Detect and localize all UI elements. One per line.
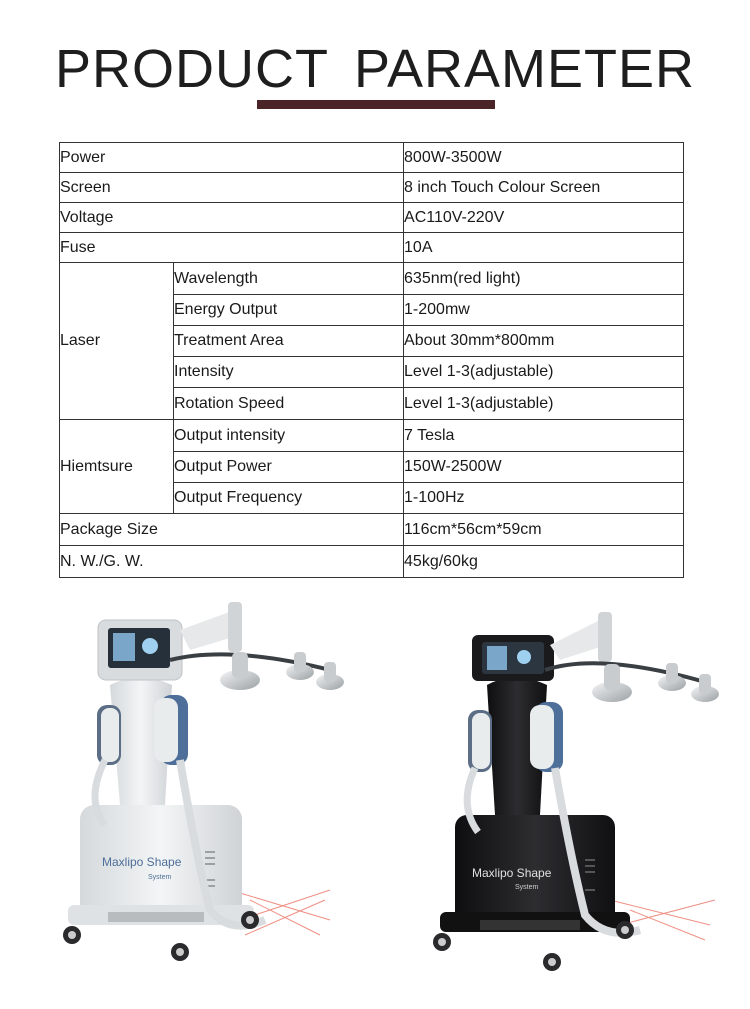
param-label: Output intensity: [174, 420, 404, 452]
param-value: 7 Tesla: [404, 420, 684, 452]
table-row: [60, 514, 684, 546]
param-value: Level 1-3(adjustable): [404, 388, 684, 420]
param-label: Treatment Area: [174, 326, 404, 357]
param-value: 10A: [404, 233, 684, 263]
param-value: 8 inch Touch Colour Screen: [404, 173, 684, 203]
param-value: 800W-3500W: [404, 143, 684, 173]
white-machine: [63, 602, 344, 961]
param-value: 1-200mw: [404, 295, 684, 326]
param-label: Power: [60, 143, 404, 173]
brand-logo-black: Maxlipo Shape: [472, 866, 552, 880]
param-value: 635nm(red light): [404, 263, 684, 295]
param-label: N. W./G. W.: [60, 546, 404, 578]
table-row: [60, 263, 684, 295]
brand-logo-white: Maxlipo Shape: [102, 855, 182, 869]
table-row: [60, 143, 684, 173]
param-label: Screen: [60, 173, 404, 203]
param-label: Intensity: [174, 357, 404, 388]
table-row: [60, 173, 684, 203]
product-images: [0, 590, 750, 1009]
brand-sub-black: System: [515, 884, 539, 891]
param-label: Output Power: [174, 452, 404, 483]
param-label: Output Frequency: [174, 483, 404, 514]
table-row: [60, 233, 684, 263]
param-label: Rotation Speed: [174, 388, 404, 420]
param-value: 116cm*56cm*59cm: [404, 514, 684, 546]
parameter-table: [59, 142, 684, 578]
param-label: Energy Output: [174, 295, 404, 326]
param-label: Voltage: [60, 203, 404, 233]
param-value: 150W-2500W: [404, 452, 684, 483]
param-label: Wavelength: [174, 263, 404, 295]
param-value: AC110V-220V: [404, 203, 684, 233]
table-row: [60, 420, 684, 452]
param-label: Package Size: [60, 514, 404, 546]
brand-sub-white: System: [148, 874, 172, 881]
group-label-hiemtsure: Hiemtsure: [60, 420, 174, 514]
param-value: Level 1-3(adjustable): [404, 357, 684, 388]
table-row: [60, 203, 684, 233]
param-value: About 30mm*800mm: [404, 326, 684, 357]
param-label: Fuse: [60, 233, 404, 263]
param-value: 45kg/60kg: [404, 546, 684, 578]
param-value: 1-100Hz: [404, 483, 684, 514]
table-row: [60, 546, 684, 578]
page-title: PRODUCT PARAMETER: [54, 39, 696, 99]
title-underline: [257, 100, 495, 109]
black-machine: [433, 612, 719, 971]
group-label-laser: Laser: [60, 263, 174, 420]
laser-pads: [220, 652, 344, 690]
